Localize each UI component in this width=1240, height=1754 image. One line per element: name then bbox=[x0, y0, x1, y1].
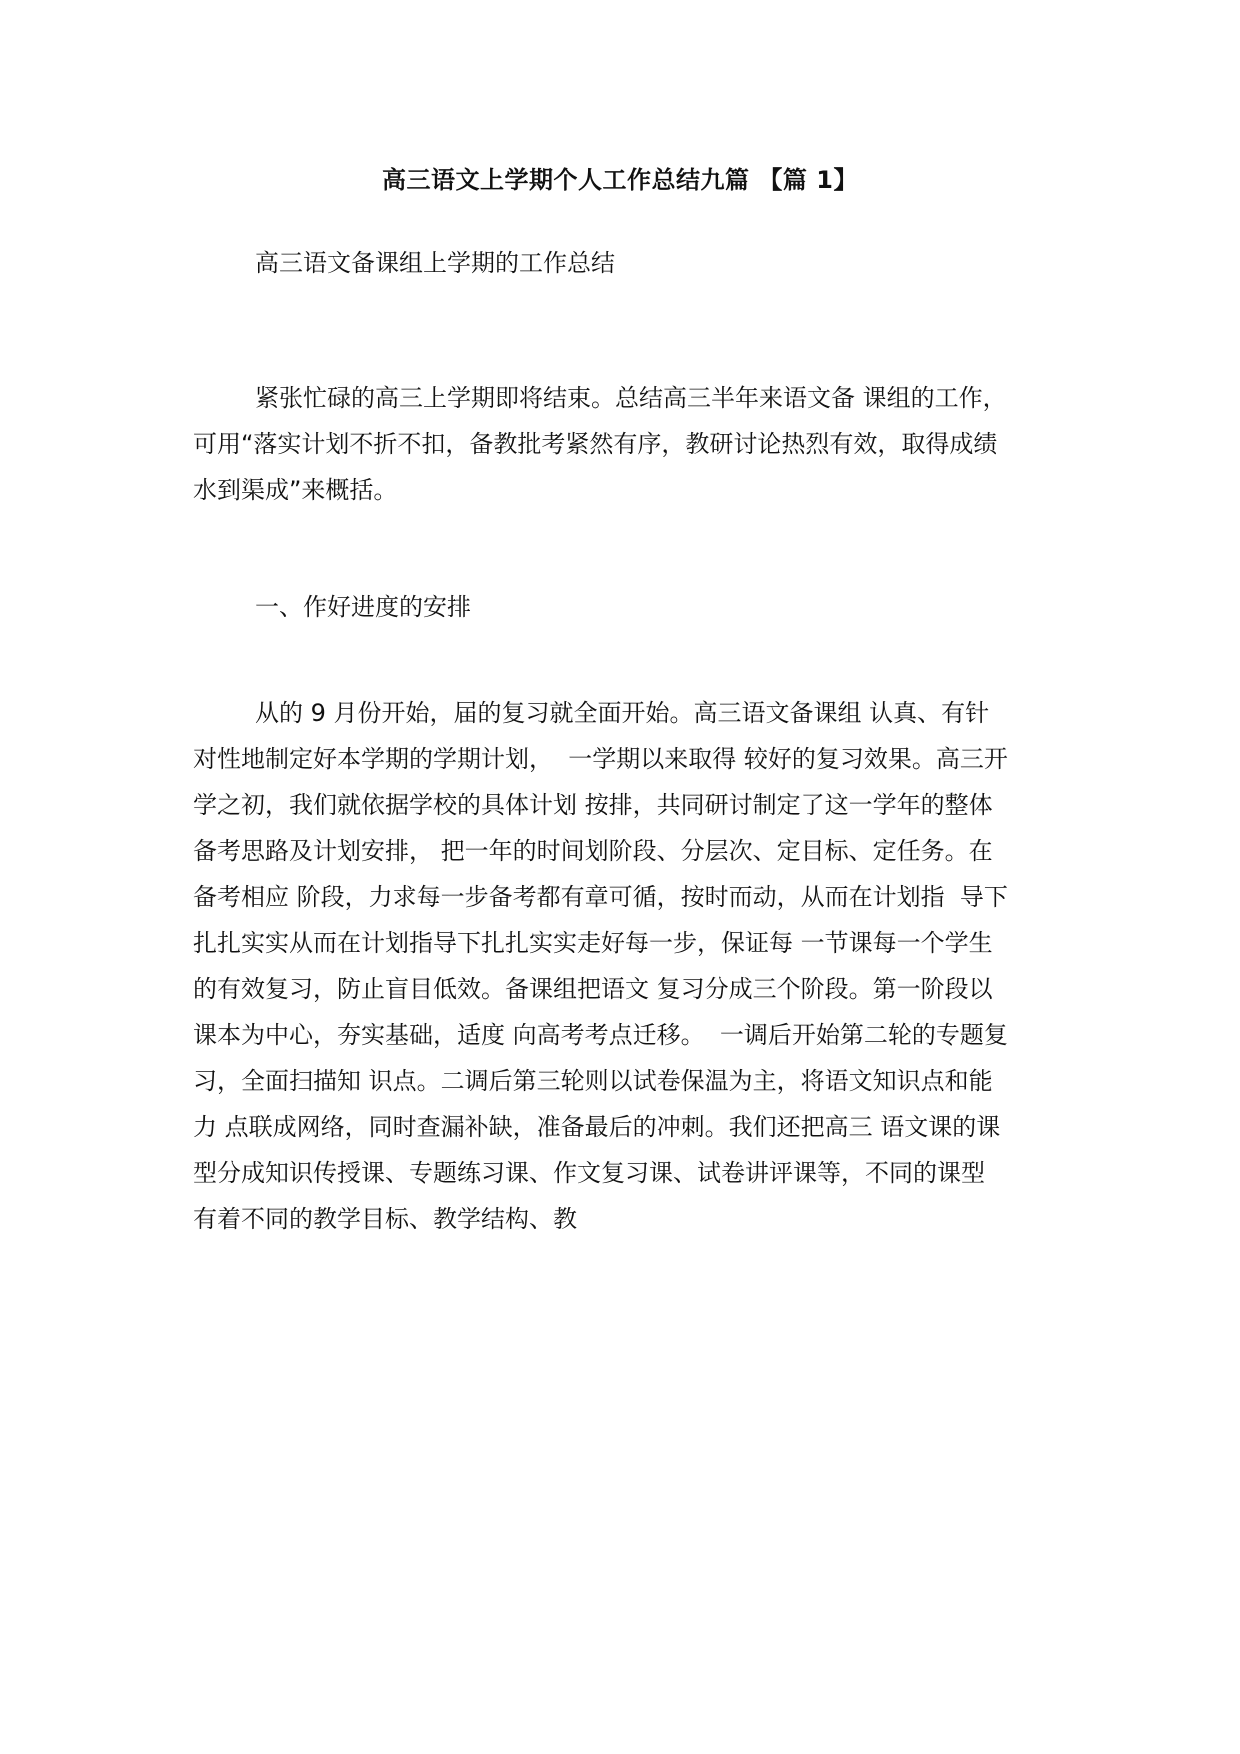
body-line: 课本为中心，夯实基础，适度 向高考考点迁移。 一调后开始第二轮的专题复 bbox=[193, 1021, 1008, 1049]
body-line: 备考相应 阶段，力求每一步备考都有章可循，按时而动，从而在计划指 导下 bbox=[193, 883, 1008, 911]
body-paragraph bbox=[193, 690, 1063, 1242]
intro-paragraph bbox=[193, 375, 1063, 513]
body-line: 扎扎实实从而在计划指导下扎扎实实走好每一步，保证每 一节课每一个学生 bbox=[193, 929, 993, 957]
section-heading-text: 一、作好进度的安排 bbox=[255, 593, 471, 621]
body-line: 型分成知识传授课、专题练习课、作文复习课、试卷讲评课等，不同的课型 bbox=[193, 1159, 985, 1187]
section-heading bbox=[193, 584, 1063, 630]
document-subtitle bbox=[193, 240, 1063, 286]
body-line: 有着不同的教学目标、教学结构、教 bbox=[193, 1205, 577, 1233]
body-line: 对性地制定好本学期的学期计划， 一学期以来取得 较好的复习效果。高三开 bbox=[193, 745, 1008, 773]
body-line: 学之初，我们就依据学校的具体计划 按排，共同研讨制定了这一学年的整体 bbox=[193, 791, 993, 819]
intro-line: 可用“落实计划不折不扣，备教批考紧然有序，教研讨论热烈有效，取得成绩 bbox=[193, 430, 998, 458]
subtitle-text: 高三语文备课组上学期的工作总结 bbox=[255, 249, 615, 277]
body-line: 的有效复习，防止盲目低效。备课组把语文 复习分成三个阶段。第一阶段以 bbox=[193, 975, 993, 1003]
intro-line: 水到渠成”来概括。 bbox=[193, 476, 398, 504]
body-line: 力 点联成网络，同时查漏补缺，准备最后的冲刺。我们还把高三 语文课的课 bbox=[193, 1113, 1001, 1141]
document-title: 高三语文上学期个人工作总结九篇 【篇 1】 bbox=[382, 166, 858, 194]
body-line: 从的 9 月份开始，届的复习就全面开始。高三语文备课组 认真、有针 bbox=[255, 699, 990, 727]
body-line: 习，全面扫描知 识点。二调后第三轮则以试卷保温为主，将语文知识点和能 bbox=[193, 1067, 993, 1095]
intro-line: 紧张忙碌的高三上学期即将结束。总结高三半年来语文备 课组的工作， bbox=[255, 384, 1007, 412]
body-line: 备考思路及计划安排， 把一年的时间划阶段、分层次、定目标、定任务。在 bbox=[193, 837, 993, 865]
